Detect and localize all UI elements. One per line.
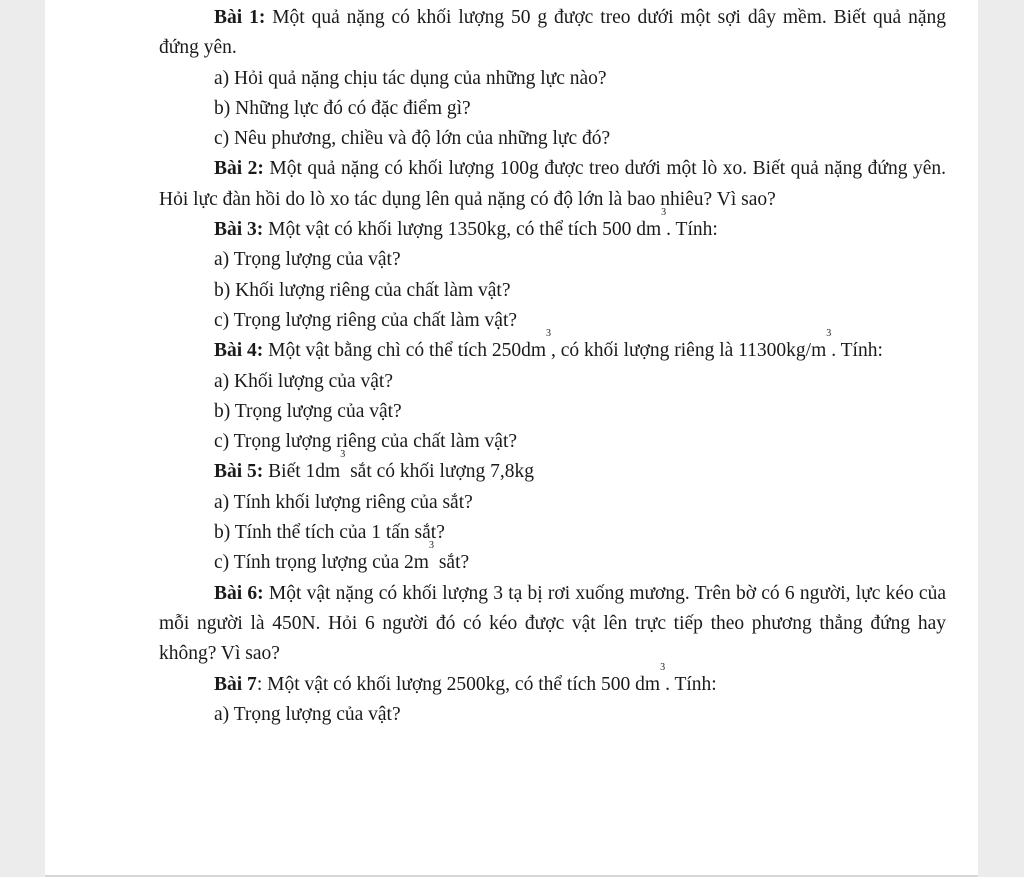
exercise-4 (159, 328, 946, 366)
exercise-text: Một vật nặng có khối lượng 3 tạ bị rơi xuống mương. Trên bờ có 6 người, lực kéo của mỗi người là 450N. Hỏi 6 người đó có kéo được vật lên trực tiếp theo phương thẳng đứng hay không? Vì sao? (159, 582, 946, 665)
superscript: 3 (661, 207, 667, 219)
list-item: b) Tính thể tích của 1 tấn sắt? (214, 522, 445, 544)
exercise-2 (159, 154, 946, 215)
exercise-text: : Một vật có khối lượng 2500kg, có thể tích 500 dm (256, 673, 661, 695)
exercise-1 (159, 3, 946, 64)
list-item: a) Khối lượng của vật? (214, 370, 393, 392)
list-item-text: c) Tính trọng lượng của 2m (214, 552, 429, 574)
exercise-6 (159, 579, 946, 670)
exercise-text: Một quả nặng có khối lượng 50 g được treo dưới một sợi dây mềm. Biết quả nặng đứng yên. (159, 7, 946, 59)
exercise-label: Bài 6: (214, 582, 264, 604)
list-item: b) Trọng lượng của vật? (214, 400, 402, 422)
exercise-label: Bài 3: (214, 219, 264, 241)
list-item-text: sắt? (433, 552, 470, 574)
exercise-3 (159, 207, 946, 245)
list-item: c) Trọng lượng riêng của chất làm vật? (214, 309, 518, 331)
exercise-label: Bài 4: (214, 340, 264, 362)
exercise-text: . Tính: (665, 673, 717, 695)
list-item (159, 540, 946, 578)
list-item: b) Những lực đó có đặc điểm gì? (214, 97, 471, 119)
list-item: a) Trọng lượng của vật? (214, 249, 401, 271)
exercise-label: Bài 1: (214, 7, 266, 28)
superscript: 3 (660, 661, 666, 673)
list-item: a) Tính khối lượng riêng của sắt? (214, 491, 473, 513)
list-item: b) Khối lượng riêng của chất làm vật? (214, 279, 511, 301)
superscript: 3 (826, 328, 832, 340)
exercise-text: sắt có khối lượng 7,8kg (345, 461, 535, 483)
list-item: c) Nêu phương, chiều và độ lớn của những lực đó? (214, 128, 611, 150)
exercise-text: Một vật có khối lượng 1350kg, có thể tích 500 dm (263, 219, 662, 241)
exercise-text: . Tính: (831, 340, 883, 362)
list-item: a) Trọng lượng của vật? (214, 703, 401, 725)
document-page (45, 0, 978, 877)
exercise-label: Bài 5: (214, 461, 264, 483)
exercise-5 (159, 449, 946, 487)
exercise-label: Bài 2: (214, 158, 264, 180)
exercise-text: . Tính: (666, 219, 718, 241)
superscript: 3 (340, 449, 346, 461)
document-content (159, 3, 946, 730)
superscript: 3 (428, 540, 434, 552)
exercise-text: Một quả nặng có khối lượng 100g được treo dưới một lò xo. Biết quả nặng đứng yên. Hỏi lực đàn hồi do lò xo tác dụng lên quả nặng có độ lớn là bao nhiêu? Vì sao? (159, 158, 946, 210)
list-item: c) Trọng lượng riêng của chất làm vật? (214, 431, 518, 453)
exercise-text: Một vật bằng chì có thể tích 250dm (263, 340, 546, 362)
superscript: 3 (546, 328, 551, 340)
exercise-text: , có khối lượng riêng là 11300kg/m (551, 340, 827, 362)
exercise-text: Biết 1dm (263, 461, 341, 483)
exercise-7 (159, 661, 946, 700)
list-item: a) Hỏi quả nặng chịu tác dụng của những lực nào? (214, 67, 607, 89)
exercise-label: Bài 7 (214, 673, 257, 695)
